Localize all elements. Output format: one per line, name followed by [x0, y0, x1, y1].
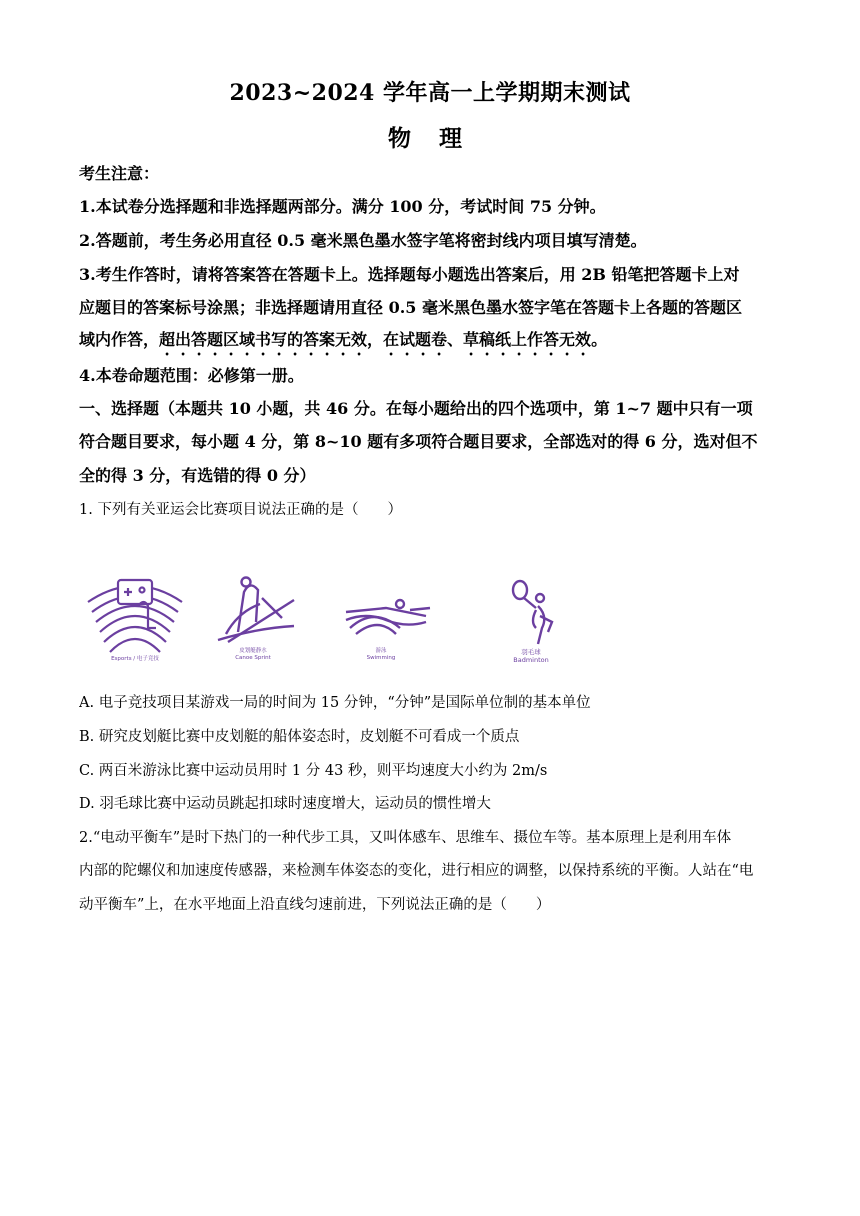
- question-1-option-d: D. 羽毛球比赛中运动员跳起扣球时速度增大，运动员的惯性增大: [79, 796, 491, 812]
- swimming-caption-cn: 游泳: [375, 648, 387, 654]
- esports-pictogram-icon: [80, 572, 190, 672]
- swimming-pictogram-icon: [326, 572, 436, 672]
- notice-item-3-part-a: 域内作答，: [79, 330, 160, 349]
- notice-item-3-line-1: 3.考生作答时，请将答案答在答题卡上。选择题每小题选出答案后，用 2B 铅笔把答题卡上对: [79, 265, 740, 284]
- badminton-pictogram-icon: [476, 572, 586, 672]
- badminton-caption-cn: 羽毛球: [521, 648, 541, 656]
- notice-item-4: 4.本卷命题范围：必修第一册。: [79, 366, 304, 385]
- canoe-sprint-caption-cn: 皮划艇静水: [239, 648, 267, 654]
- question-1-option-c: C. 两百米游泳比赛中运动员用时 1 分 43 秒，则平均速度大小约为 2m/s: [79, 763, 548, 779]
- exam-title: 2023~2024 学年高一上学期期末测试: [229, 80, 631, 106]
- notice-emphasis-1: 超出答题区域书写的答案无效: [159, 330, 368, 349]
- section-1-line-1: 一、选择题（本题共 10 小题，共 46 分。在每小题给出的四个选项中，第 1~7 题中只有一项: [79, 399, 753, 418]
- esports-caption: Esports / 电子竞技: [111, 656, 159, 662]
- asian-games-pictograms: [80, 572, 600, 672]
- notice-emphasis-2: 在试题卷、草稿纸上作答无效: [383, 330, 592, 349]
- question-1-option-a: A. 电子竞技项目某游戏一局的时间为 15 分钟，“分钟”是国际单位制的基本单位: [79, 695, 591, 711]
- badminton-caption-en: Badminton: [513, 656, 549, 664]
- question-2-line-1: 2.“电动平衡车”是时下热门的一种代步工具，又叫体感车、思维车、摄位车等。基本原理上是利用车体: [79, 830, 732, 846]
- notice-heading: 考生注意：: [79, 164, 160, 183]
- swimming-caption-en: Swimming: [366, 655, 396, 661]
- question-1-option-b: B. 研究皮划艇比赛中皮划艇的船体姿态时，皮划艇不可看成一个质点: [79, 729, 520, 745]
- section-1-line-3: 全的得 3 分，有选错的得 0 分）: [79, 466, 316, 485]
- notice-item-3-line-2: 应题目的答案标号涂黑；非选择题请用直径 0.5 毫米黑色墨水签字笔在答题卡上各题的答题区: [79, 298, 742, 317]
- question-2-line-3: 动平衡车”上，在水平地面上沿直线匀速前进，下列说法正确的是（ ）: [79, 897, 551, 913]
- canoe-sprint-caption-en: Canoe Sprint: [235, 655, 271, 661]
- notice-item-2: 2.答题前，考生务必用直径 0.5 毫米黑色墨水签字笔将密封线内项目填写清楚。: [79, 231, 647, 250]
- notice-item-1: 1.本试卷分选择题和非选择题两部分。满分 100 分，考试时间 75 分钟。: [79, 197, 606, 216]
- question-1-stem: 1. 下列有关亚运会比赛项目说法正确的是（ ）: [79, 502, 402, 518]
- question-2-line-2: 内部的陀螺仪和加速度传感器，来检测车体姿态的变化，进行相应的调整，以保持系统的平衡。人站在“电: [79, 863, 754, 879]
- canoe-sprint-pictogram-icon: [198, 572, 308, 672]
- notice-item-3-line-3: [79, 330, 783, 359]
- section-1-line-2: 符合题目要求，每小题 4 分，第 8~10 题有多项符合题目要求，全部选对的得 6 分，选对但不: [79, 432, 758, 451]
- subject-title: 物 理: [387, 125, 472, 152]
- notice-item-3-part-e: 。: [591, 330, 608, 349]
- notice-item-3-part-c: ，: [367, 330, 384, 349]
